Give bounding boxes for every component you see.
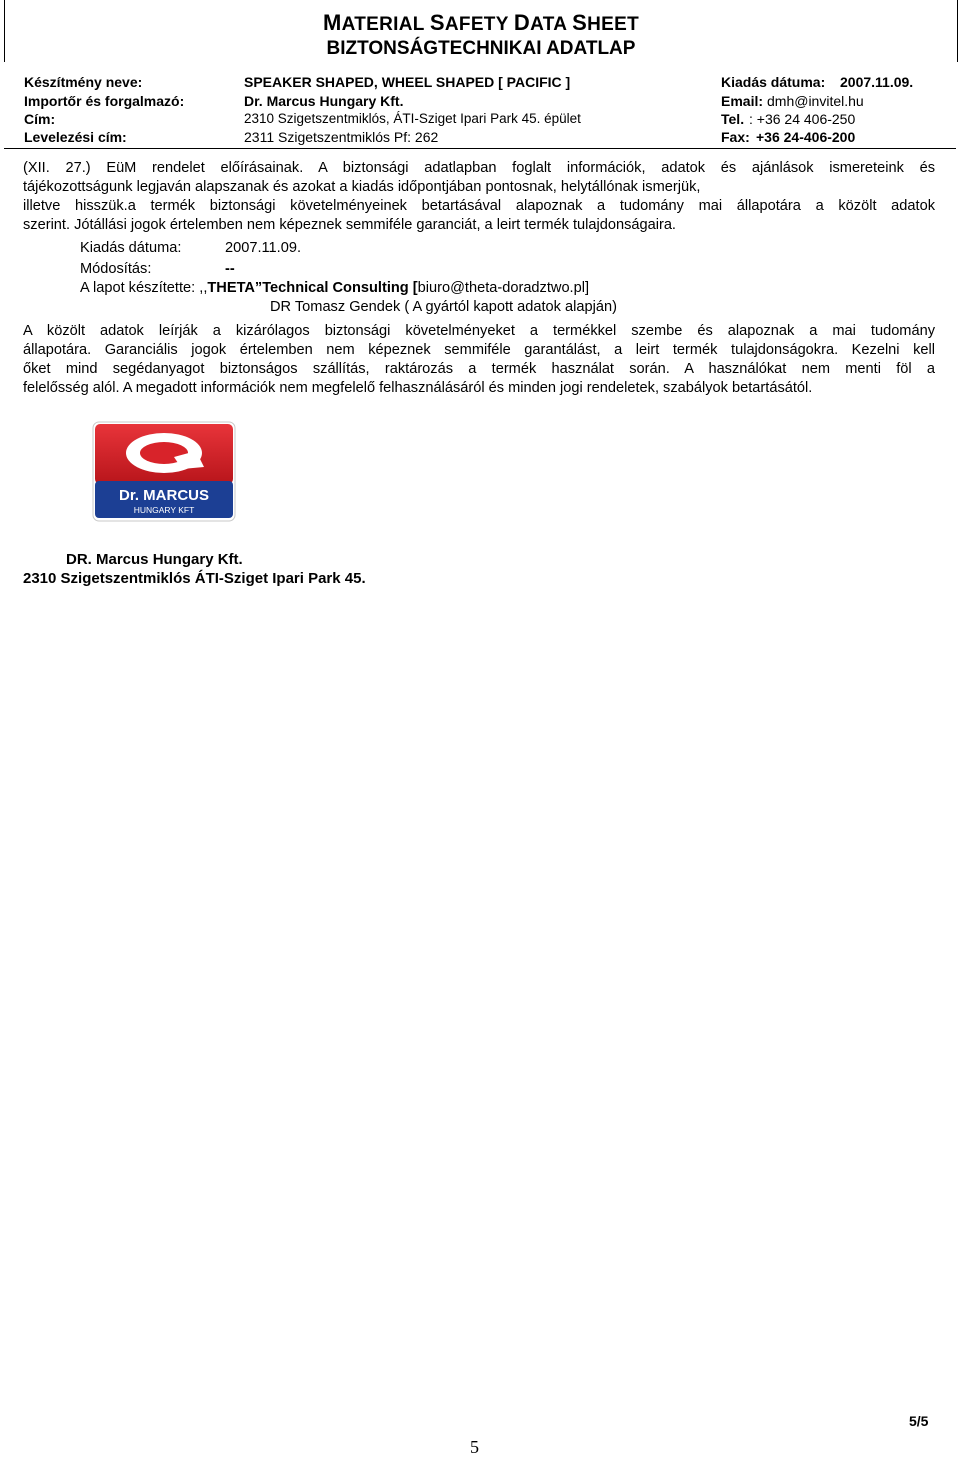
importer-value: Dr. Marcus Hungary Kft. [244, 93, 404, 109]
para1-line: (XII. 27.) EüM rendelet előírásainak. A biztonsági adatlapban foglalt információk, adatok és ajánlások ismereteink és [23, 160, 935, 176]
author-row [80, 280, 780, 296]
title-word: ATERIAL [341, 14, 430, 35]
header-divider [4, 148, 956, 149]
author-quote: ,, [199, 280, 208, 296]
logo-brand-text: Dr. MARCUS [118, 487, 210, 504]
para1-line: szerint. Jótállási jogok értelemben nem képeznek semmiféle garanciát, a leirt termék tulajdonságaira. [23, 217, 676, 233]
author-company: THETA”Technical Consulting [ [207, 280, 418, 296]
title-word: HEET [587, 14, 639, 35]
address-value: 2310 Szigetszentmiklós, ÁTI-Sziget Ipari Park 45. épület [244, 111, 581, 126]
email-value[interactable]: dmh@invitel.hu [767, 93, 864, 109]
page-count: 5/5 [909, 1413, 929, 1429]
issue-row [80, 240, 680, 256]
title-box [4, 0, 958, 62]
issue-date-label: Kiadás dátuma: [721, 74, 826, 90]
title-letter: M [323, 10, 342, 35]
title-letter: S [572, 10, 588, 35]
product-label: Készítmény neve: [24, 74, 143, 90]
email-label: Email: [721, 93, 764, 109]
modification-row [80, 261, 680, 277]
title-word: ATA [530, 14, 573, 35]
author-label: A lapot készítette: [80, 280, 196, 296]
importer-label: Importőr és forgalmazó: [24, 93, 185, 109]
modification-label: Módosítás: [80, 261, 152, 277]
dr-marcus-logo [92, 421, 236, 522]
title-letter: S [429, 10, 445, 35]
para2-line: állapotára. Garanciális jogok értelemben nem képeznek semmiféle garantálást, a leirt termék tulajdonságokra. Kezelni kell [23, 342, 935, 358]
document-subtitle: BIZTONSÁGTECHNIKAI ADATLAP [326, 38, 636, 59]
para1-line: illetve hisszük.a termék biztonsági követelményeinek betartásával alapoznak a tudomány mai állapotára a közölt adatok [23, 198, 935, 214]
mail-address-label: Levelezési cím: [24, 129, 127, 145]
issue-value: 2007.11.09. [225, 240, 302, 256]
address-label: Cím: [24, 111, 56, 127]
tel-label: Tel. [721, 111, 745, 127]
mail-address-value: 2311 Szigetszentmiklós Pf: 262 [244, 129, 439, 145]
title-word: AFETY [444, 14, 514, 35]
author-email[interactable]: biuro@theta-doradztwo.pl] [417, 280, 590, 296]
fax-value: +36 24-406-200 [756, 129, 856, 145]
issue-label: Kiadás dátuma: [80, 240, 182, 256]
product-value: SPEAKER SHAPED, WHEEL SHAPED [ PACIFIC ] [244, 74, 571, 90]
logo-graphic [92, 421, 236, 522]
fax-label: Fax: [721, 129, 750, 145]
para2-line: felelősség alól. A megadott információk nem megfelelő felhasználásáról és minden jogi rendeletek, szabályok betartásától. [23, 380, 813, 396]
document-title [5, 10, 957, 36]
para2-line: A közölt adatok leírják a kizárólagos biztonsági követelményeket a termékkel szembe és alapoznak a mai tudomány [23, 323, 935, 339]
title-letter: D [513, 10, 531, 35]
logo-sub-text: HUNGARY KFT [133, 505, 195, 515]
para2-line: őket mind segédanyagot biztonságos szállítás, raktározás a termék használat során. A használókat nem menti föl a [23, 361, 935, 377]
issue-date-value: 2007.11.09. [840, 74, 914, 90]
author-note: DR Tomasz Gendek ( A gyártól kapott adatok alapján) [270, 299, 617, 315]
footer-company: DR. Marcus Hungary Kft. [66, 551, 243, 568]
tel-value: : +36 24 406-250 [749, 111, 856, 127]
page-number: 5 [470, 1437, 479, 1457]
footer-address: 2310 Szigetszentmiklós ÁTI-Sziget Ipari Park 45. [23, 570, 366, 587]
modification-value: -- [225, 261, 235, 277]
para1-line: tájékozottságunk legjaván alapszanak és azokat a kiadás időpontjában pontosnak, helytállónak ismerjük, [23, 179, 701, 195]
